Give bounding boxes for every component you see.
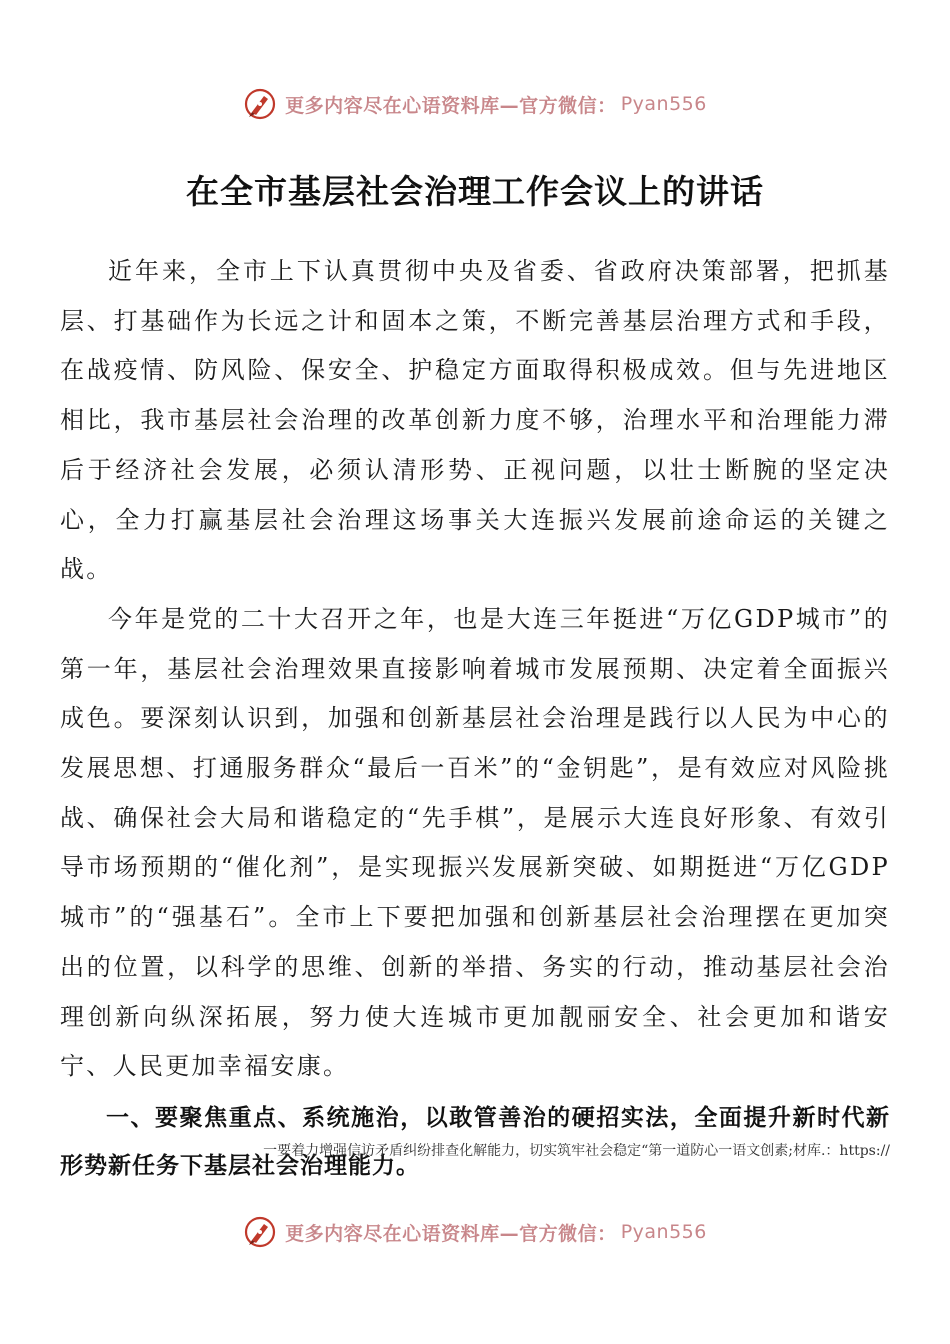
truncated-footnote-line: 一要着力增强信访矛盾纠纷排查化解能力，切实筑牢社会稳定“第一道防心一语文创素;材库.：https://: [263, 1143, 890, 1159]
body-paragraph-2: 今年是党的二十大召开之年，也是大连三年挺进“万亿GDP城市”的第一年，基层社会治理效果直接影响着城市发展预期、决定着全面振兴成色。要深刻认识到，加强和创新基层社会治理是践行以人民为中心的发展思想、打通服务群众“最后一百米”的“金钥匙”，是有效应对风险挑战、确保社会大局和谐稳定的“先手棋”，是展示大连良好形象、有效引导市场预期的“催化剂”，是实现振兴发展新突破、如期挺进“万亿GDP城市”的“强基石”。全市上下要把加强和创新基层社会治理摆在更加突出的位置，以科学的思维、创新的举措、务实的行动，推动基层社会治理创新向纵深拓展，努力使大连城市更加靓丽安全、社会更加和谐安宁、人民更加幸福安康。: [60, 604, 890, 1081]
watermark-brand-text: 更多内容尽在心语资料库: [285, 1222, 500, 1245]
watermark-wechat-id: Pyan556: [620, 93, 707, 115]
pen-nib-logo-icon: [243, 87, 277, 121]
watermark-banner-bottom: [0, 1212, 950, 1252]
watermark-brand-text: 更多内容尽在心语资料库: [285, 94, 500, 117]
section-heading-1: 一、要聚焦重点、系统施治，以敢管善治的硬招实法，全面提升新时代新形势新任务下基层社会治理能力。: [60, 1104, 890, 1179]
body-paragraph-1: 近年来，全市上下认真贯彻中央及省委、省政府决策部署，把抓基层、打基础作为长远之计和固本之策，不断完善基层治理方式和手段，在战疫情、防风险、保安全、护稳定方面取得积极成效。但与先进地区相比，我市基层社会治理的改革创新力度不够，治理水平和治理能力滞后于经济社会发展，必须认清形势、正视问题，以壮士断腕的坚定决心，全力打赢基层社会治理这场事关大连振兴发展前途命运的关键之战。: [60, 257, 890, 584]
watermark-suffix-text: —官方微信：: [499, 94, 617, 117]
document-body: [60, 247, 890, 1190]
document-title: 在全市基层社会治理工作会议上的讲话: [186, 172, 764, 211]
watermark-wechat-id: Pyan556: [620, 1221, 707, 1243]
pen-nib-logo-icon: [243, 1215, 277, 1249]
watermark-banner-top: [0, 84, 950, 124]
watermark-suffix-text: —官方微信：: [499, 1222, 617, 1245]
